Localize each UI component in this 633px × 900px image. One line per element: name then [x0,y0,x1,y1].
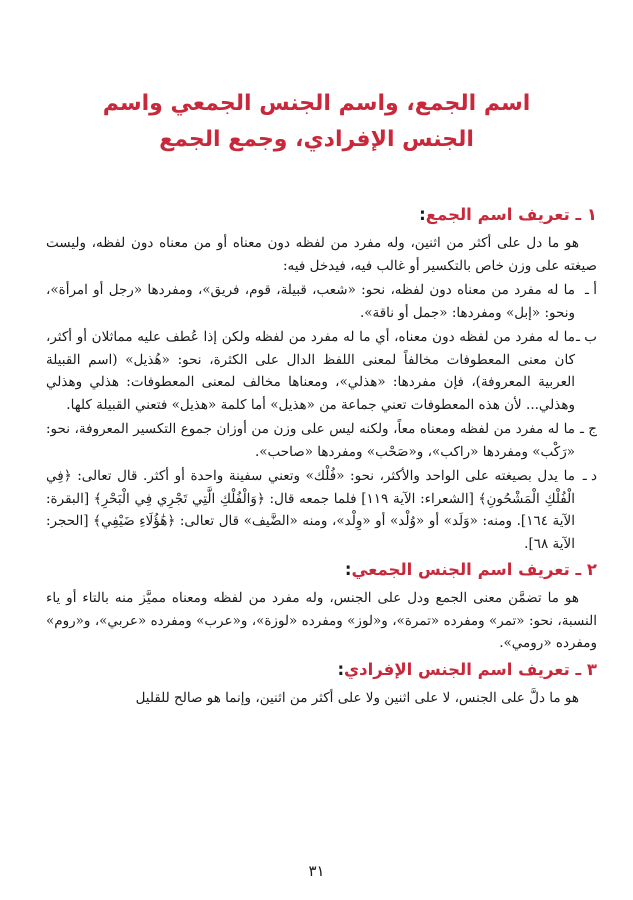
section-2-title: تعريف اسم الجنس الجمعي [351,560,570,579]
section-3-number: ٣ ـ [575,659,597,679]
chapter-title-line-2: الجنس الإفرادي، وجمع الجمع [159,127,474,152]
section-3-title: تعريف اسم الجنس الإفرادي [344,659,570,679]
item-letter: أ ـ [585,282,597,298]
section-1-item-a [46,279,597,324]
section-2-heading [46,557,597,583]
page-number: ٣١ [308,862,325,880]
section-3-heading [46,657,597,683]
section-1-definition: هو ما دل على أكثر من اثنين، وله مفرد من لفظه دون معناه أو من معناه دون لفظه، وليست صيغته على وزن خاص بالتكسير أو غالب فيه، فيدخل فيه: [46,235,597,274]
item-letter: ج ـ [580,421,597,437]
section-3 [46,657,597,710]
section-1-item-d [46,465,597,555]
section-3-definition: هو ما دلَّ على الجنس، لا على اثنين ولا على أكثر من اثنين، وإنما هو صالح للقليل [135,689,579,706]
item-text: ما له مفرد من لفظه دون معناه، أي ما له مفرد من لفظه ولكن إذا عُطف عليه مماثلان أو أكثر، كان معنى المعطوفات مخالفاً لمعنى اللفظ الدال على الكثرة، نحو: «هُذيل» (اسم القبيلة العربية المعروفة)، فإن مفردها: «هذلي»، ومعناها مخالف لمعنى المعطوفات: هذلي وهذلي وهذلي... لأن هذه المعطوفات تعني جماعة من «هذيل» أما كلمة «هذيل» فتعني القبيلة كلها. [46,329,575,413]
heading-colon: : [419,205,426,224]
section-1-heading [46,202,597,228]
page-content [46,200,597,711]
item-letter: د ـ [582,468,597,484]
chapter-title [60,86,573,158]
section-1-title: تعريف اسم الجمع [425,205,570,224]
section-2-number: ٢ ـ [575,560,597,579]
section-1-number: ١ ـ [575,205,597,224]
item-text: ما يدل بصيغته على الواحد والأكثر، نحو: «فُلْك» وتعني سفينة واحدة أو أكثر. قال تعالى: ﴿فِي الْفُلْكِ الْمَشْحُونِ﴾ [الشعراء: الآية ١١٩] فلما جمعه قال: ﴿وَالْفُلْكِ الَّتِي تَجْرِي فِي الْبَحْرِ﴾ [البقرة: الآية ١٦٤]. ومنه: «وَلَد» أو «وُلْد» أو «وِلْد»، ومنه «الضَّيف» قال تعالى: ﴿هَٰؤُلَاءِ ضَيْفِي﴾ [الحجر: الآية ٦٨]. [46,468,575,552]
section-1-item-b [46,326,597,416]
item-text: ما له مفرد من لفظه ومعناه معاً، ولكنه ليس على وزن من أوزان جموع التكسير المعروفة، نحو: «رَكْب» ومفردها «راكب»، و«صَحْب» ومفردها «صاحب». [46,421,575,460]
section-2 [46,557,597,655]
heading-colon: : [337,659,345,679]
item-letter: ب ـ [576,329,597,345]
section-1 [46,202,597,555]
heading-colon: : [344,560,352,579]
chapter-title-line-1: اسم الجمع، واسم الجنس الجمعي واسم [102,91,531,116]
item-text: ما له مفرد من معناه دون لفظه، نحو: «شعب، قبيلة، قوم، فريق»، ومفردها «رجل أو امرأة»، ونحو: «إبل» ومفردها: «جمل أو ناقة». [46,282,575,321]
section-2-definition: هو ما تضمَّن معنى الجمع ودل على الجنس، وله مفرد من لفظه ومعناه مميَّز منه بالتاء أو ياء النسبة، نحو: «تمر» ومفرده «تمرة»، و«لوز» ومفرده «لوزة»، و«عرب» ومفرده «عربي»، و«روم» ومفرده «رومي». [46,590,597,651]
section-1-item-c [46,418,597,463]
